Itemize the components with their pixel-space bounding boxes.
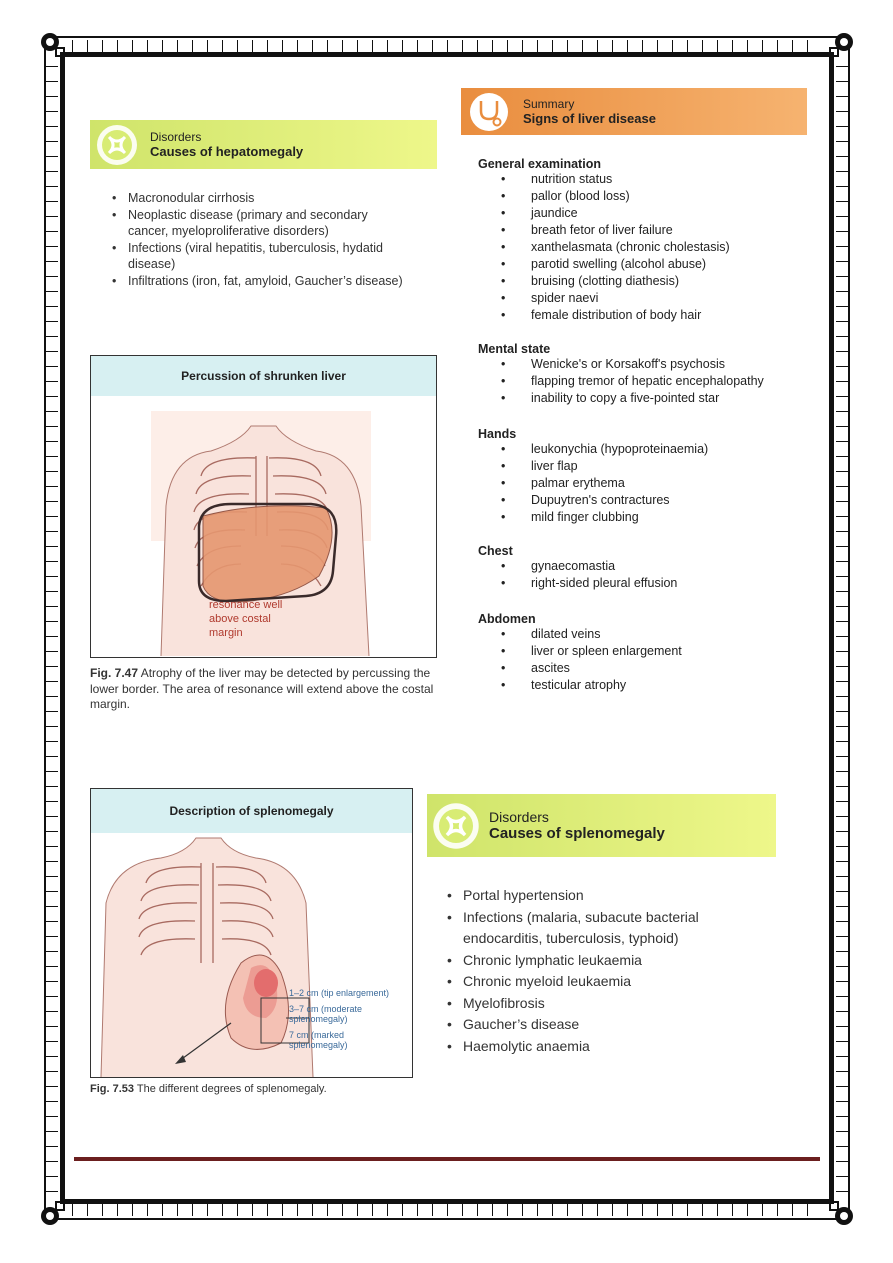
spleen-torso-illustration [91,833,411,1077]
corner-ornament-tr [828,30,856,58]
footer-rule [74,1157,820,1161]
caption-text: Atrophy of the liver may be detected by percussing the lower border. The area of resonance will extend above the costal margin. [90,666,434,711]
liver-torso-illustration [91,396,435,656]
list-item: • Infections (malaria, subacute bacterial endocarditis, tuberculosis, typhoid) [443,907,773,950]
splenomegaly-banner [427,794,776,857]
list-item: • jaundice [501,205,808,222]
frame-ticks-bottom [72,1204,822,1216]
caption-number: Fig. 7.53 [90,1083,135,1095]
frame-ticks-top [72,40,822,52]
list-item: • Infections (viral hepatitis, tuberculosis, hydatid disease) [108,240,408,273]
corner-ornament-tl [38,30,66,58]
corner-ornament-bl [38,1200,66,1228]
stethoscope-icon [461,88,517,135]
list-item: • palmar erythema [501,475,808,492]
figure-spleen [90,788,413,1078]
list-item: • Haemolytic anaemia [443,1036,773,1058]
caption-text: The different degrees of splenomegaly. [136,1083,327,1095]
section-heading: Chest [478,544,513,558]
list-item: • nutrition status [501,171,808,188]
list-item: • Neoplastic disease (primary and secondary cancer, myeloproliferative disorders) [108,207,408,240]
liver-label-line-3: margin [209,627,243,639]
list-item: • dilated veins [501,626,808,643]
figure-spleen-title: Description of splenomegaly [91,789,412,833]
figure-liver [90,355,437,658]
section-heading: Abdomen [478,612,536,626]
spleen-label-5: splenomegaly) [289,1040,348,1050]
disorders-icon [90,120,144,169]
list-item: • female distribution of body hair [501,307,808,324]
list-item: • liver flap [501,458,808,475]
liver-signs-banner [461,88,807,135]
list-item: • testicular atrophy [501,677,808,694]
list-item: • liver or spleen enlargement [501,643,808,660]
liver-signs-title: Signs of liver disease [523,111,656,126]
list-item: • Wenicke's or Korsakoff's psychosis [501,356,808,373]
splenomegaly-list [443,885,773,1057]
list-item: • flapping tremor of hepatic encephalopathy [501,373,808,390]
frame-ticks-right [836,66,848,1192]
section-hands [478,427,808,526]
liver-signs-category: Summary [523,97,575,111]
section-heading: Hands [478,427,517,441]
disorders-icon [427,794,485,857]
section-chest [478,544,808,592]
section-general-examination [478,157,808,324]
list-item: • xanthelasmata (chronic cholestasis) [501,239,808,256]
spleen-label-2: 3–7 cm (moderate [289,1004,363,1014]
section-mental-state [478,342,808,407]
list-item: • pallor (blood loss) [501,188,808,205]
figure-liver-title: Percussion of shrunken liver [91,356,436,396]
frame-ticks-left [46,66,58,1192]
section-heading: General examination [478,157,601,171]
section-heading: Mental state [478,342,551,356]
list-item: • leukonychia (hypoproteinaemia) [501,441,808,458]
list-item: • bruising (clotting diathesis) [501,273,808,290]
list-item: • Macronodular cirrhosis [108,190,408,207]
hepatomegaly-banner [90,120,437,169]
hepatomegaly-category: Disorders [150,130,202,144]
corner-ornament-br [828,1200,856,1228]
list-item: • parotid swelling (alcohol abuse) [501,256,808,273]
list-item: • Myelofibrosis [443,993,773,1015]
list-item: • spider naevi [501,290,808,307]
list-item: • ascites [501,660,808,677]
caption-number: Fig. 7.47 [90,666,139,680]
hepatomegaly-title: Causes of hepatomegaly [150,144,304,159]
figure-liver-caption [90,666,440,713]
hepatomegaly-list [108,190,408,289]
list-item: • right-sided pleural effusion [501,575,808,592]
section-abdomen [478,612,808,694]
list-item: • gynaecomastia [501,558,808,575]
list-item: • Chronic myeloid leukaemia [443,971,773,993]
list-item: • breath fetor of liver failure [501,222,808,239]
spleen-label-1: 1–2 cm (tip enlargement) [289,988,390,998]
list-item: • Dupuytren's contractures [501,492,808,509]
list-item: • Gaucher’s disease [443,1014,773,1036]
list-item: • Chronic lymphatic leukaemia [443,950,773,972]
spleen-label-3: splenomegaly) [289,1014,348,1024]
list-item: • Portal hypertension [443,885,773,907]
list-item: • inability to copy a five-pointed star [501,390,808,407]
liver-label-line-1: resonance well [209,599,283,611]
liver-label-line-2: above costal [209,613,271,625]
list-item: • mild finger clubbing [501,509,808,526]
figure-spleen-caption [90,1082,420,1098]
list-item: • Infiltrations (iron, fat, amyloid, Gaucher’s disease) [108,273,408,290]
spleen-label-4: 7 cm (marked [289,1030,345,1040]
splenomegaly-category: Disorders [489,809,549,825]
splenomegaly-title: Causes of splenomegaly [489,825,665,842]
